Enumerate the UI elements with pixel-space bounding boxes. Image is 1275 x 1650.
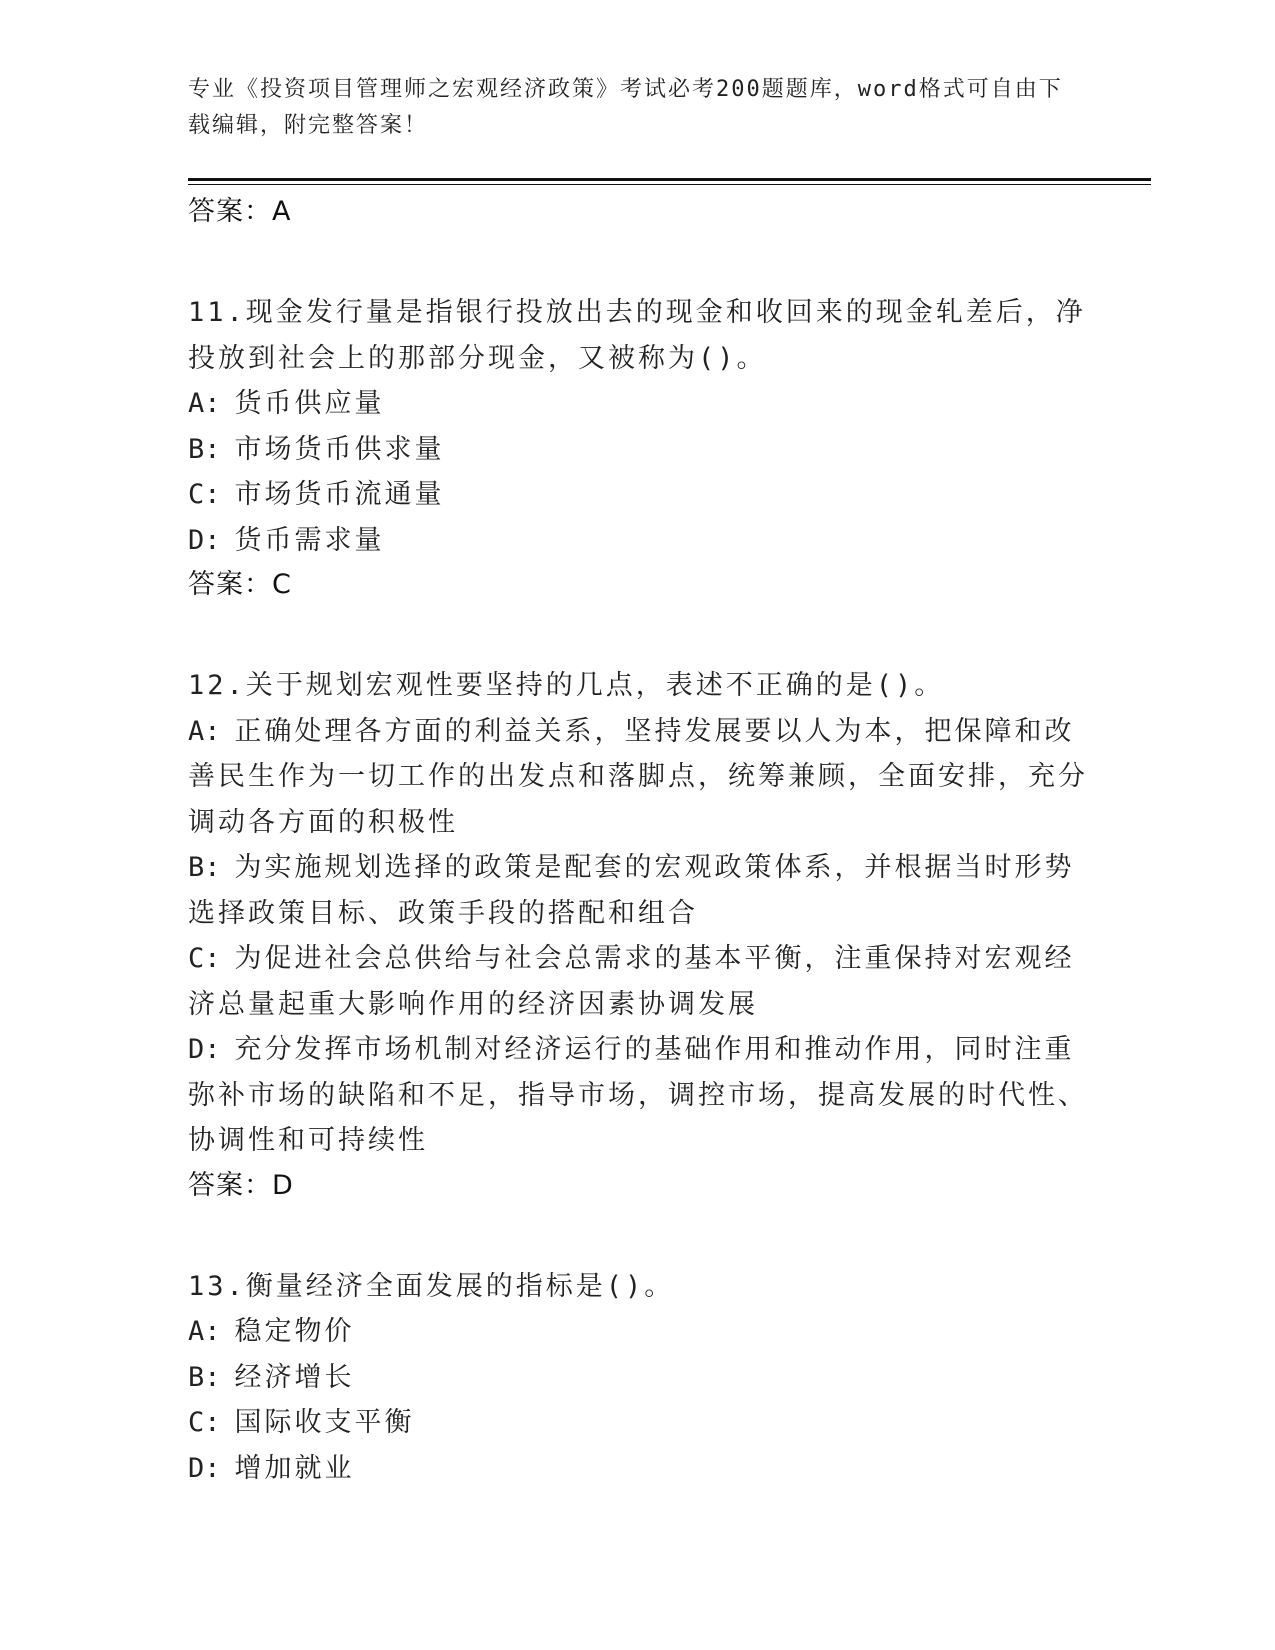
option-d (188, 1446, 1088, 1492)
option-label: A: (188, 715, 221, 747)
option-text: 为实施规划选择的政策是配套的宏观政策体系，并根据当时形势选择政策目标、政策手段的搭配和组合 (188, 852, 1075, 929)
option-label: A: (188, 388, 221, 419)
option-c (188, 472, 1088, 518)
option-c (188, 1400, 1088, 1446)
header-rule-thick (188, 178, 1151, 181)
option-text: 正确处理各方面的利益关系，坚持发展要以人为本，把保障和改善民生作为一切工作的出发点和落脚点，统筹兼顾，全面安排，充分调动各方面的积极性 (188, 715, 1088, 838)
question-stem: 12.关于规划宏观性要坚持的几点，表述不正确的是()。 (188, 670, 945, 701)
option-label: C: (188, 1407, 221, 1438)
option-a (188, 709, 1088, 846)
option-a (188, 1309, 1088, 1355)
option-text: 经济增长 (234, 1361, 355, 1393)
option-label: B: (188, 433, 221, 465)
header-rule-thin (188, 184, 1151, 185)
option-a (188, 381, 1088, 427)
answer-line: 答案：D (188, 1169, 294, 1201)
option-label: D: (188, 1452, 221, 1484)
question-block (188, 1264, 1088, 1492)
option-b (188, 1355, 1088, 1401)
answer-line: 答案：A (188, 196, 292, 227)
option-label: C: (188, 479, 221, 510)
answer-line: 答案：C (188, 569, 292, 600)
option-label: D: (188, 524, 221, 556)
option-b (188, 845, 1088, 936)
option-label: A: (188, 1316, 221, 1347)
option-text: 货币需求量 (234, 524, 385, 556)
option-text: 国际收支平衡 (234, 1407, 415, 1438)
option-text: 市场货币流通量 (234, 479, 445, 510)
question-block (188, 663, 1088, 1208)
option-label: B: (188, 1361, 221, 1393)
option-b (188, 427, 1088, 473)
document-body (188, 190, 1088, 1491)
option-text: 稳定物价 (234, 1316, 355, 1347)
page-header: 专业《投资项目管理师之宏观经济政策》考试必考200题题库，word格式可自由下载编辑，附完整答案！ (188, 77, 1063, 138)
question-stem: 13.衡量经济全面发展的指标是()。 (188, 1270, 675, 1302)
option-c (188, 936, 1088, 1027)
option-text: 市场货币供求量 (234, 433, 445, 465)
option-text: 货币供应量 (234, 388, 385, 419)
option-text: 充分发挥市场机制对经济运行的基础作用和推动作用，同时注重弥补市场的缺陷和不足，指导市场，调控市场，提高发展的时代性、协调性和可持续性 (188, 1034, 1088, 1156)
option-label: B: (188, 852, 221, 883)
question-stem: 11.现金发行量是指银行投放出去的现金和收回来的现金轧差后，净投放到社会上的那部分现金，又被称为()。 (188, 297, 1086, 374)
option-label: D: (188, 1034, 221, 1065)
option-d (188, 518, 1088, 564)
option-d (188, 1027, 1088, 1164)
question-block (188, 290, 1088, 607)
option-label: C: (188, 943, 221, 974)
option-text: 增加就业 (234, 1452, 355, 1484)
option-text: 为促进社会总供给与社会总需求的基本平衡，注重保持对宏观经济总量起重大影响作用的经济因素协调发展 (188, 943, 1075, 1020)
